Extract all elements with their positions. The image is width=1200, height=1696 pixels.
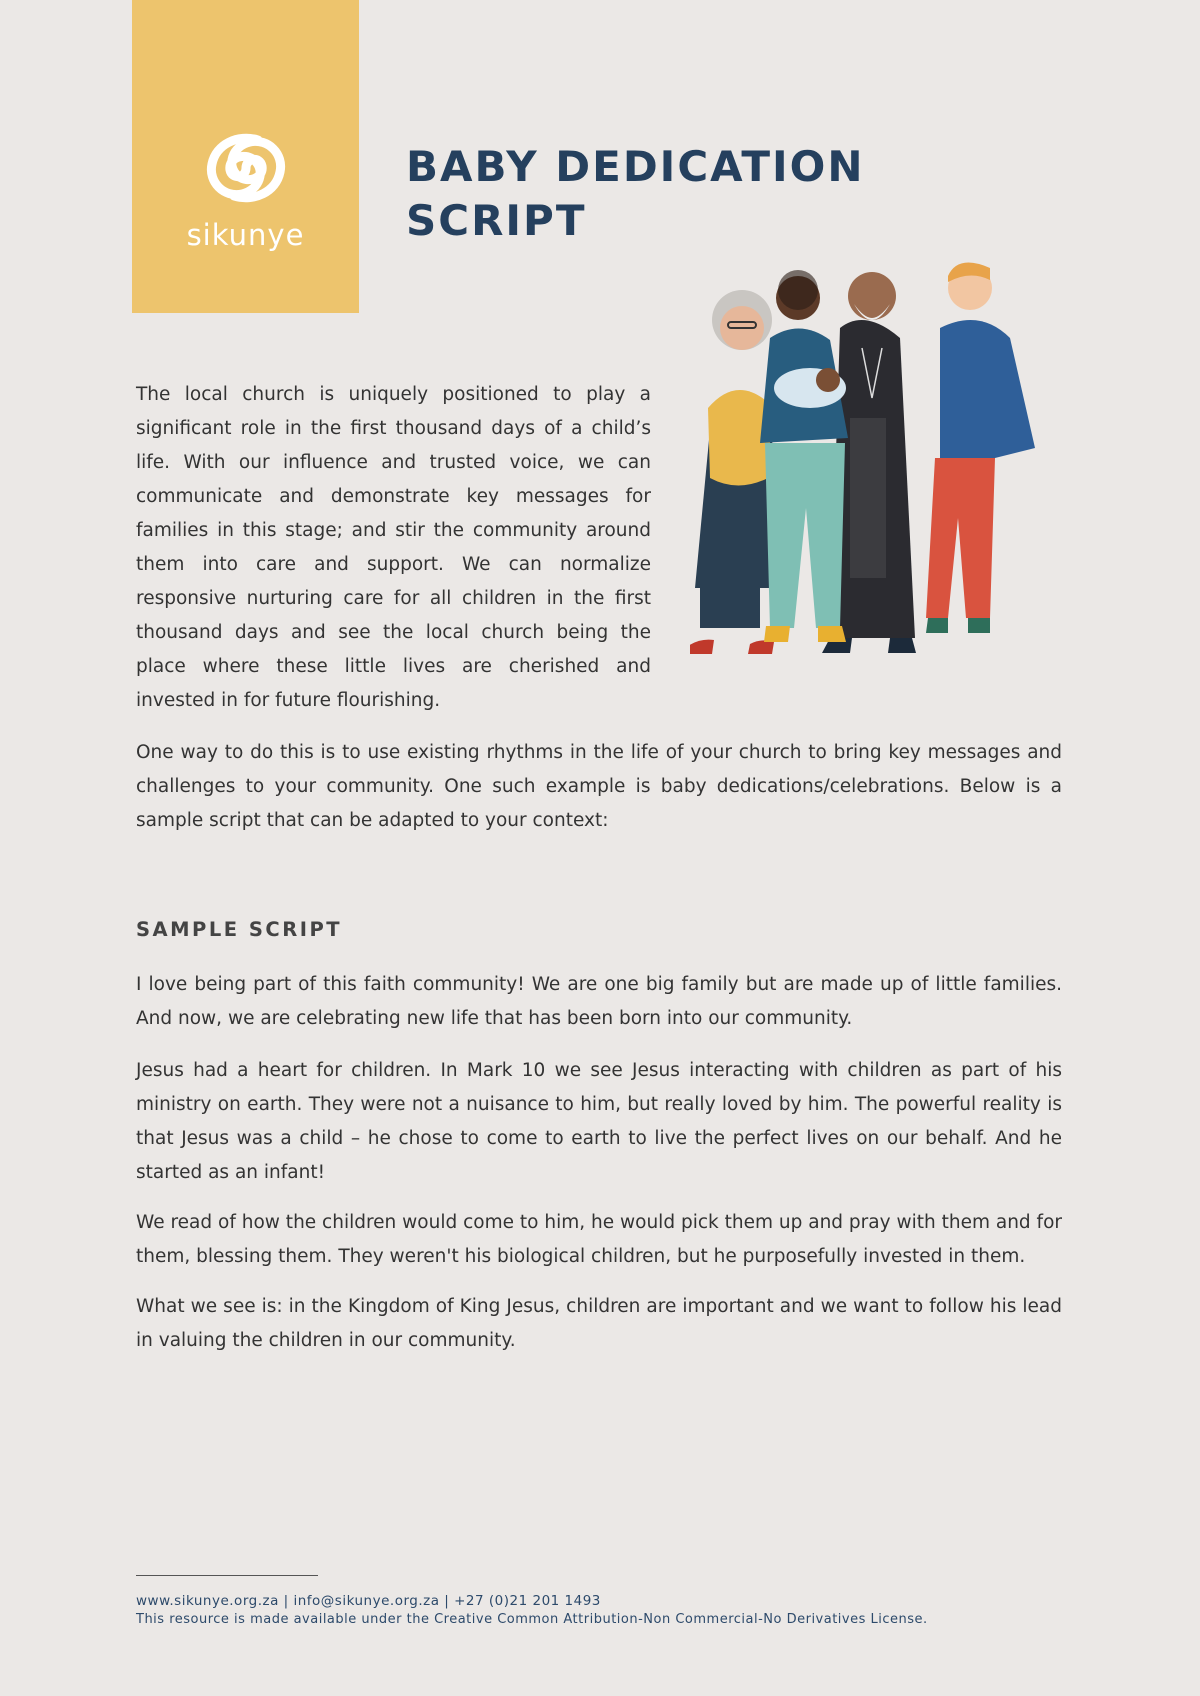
man-figure [926,263,1035,633]
brand-logo-panel [132,0,359,313]
footer-contact-info: www.sikunye.org.za | info@sikunye.org.za | +27 (0)21 201 1493 [136,1593,601,1609]
intro-paragraph: The local church is uniquely positioned to play a significant role in the first thousand days of a child’s life. With our influence and trusted voice, we can communicate and demonstrate key messages for families in this stage; and stir the community around them into care and support. We can normalize responsive nurturing care for all children in the first thousand days and see the local church being the place where these little lives are cherished and invested in for future flourishing. [136,384,651,711]
context-paragraph: One way to do this is to use existing rhythms in the life of your church to bring key messages and challenges to your community. One such example is baby dedications/celebrations. Below is a sample script that can be adapted to your context: [136,742,1062,831]
sikunye-swirl-logo-icon [202,118,290,218]
script-paragraph: I love being part of this faith community! We are one big family but are made up of little families. And now, we are celebrating new life that has been born into our community. [136,974,1062,1029]
script-paragraph: We read of how the children would come to him, he would pick them up and pray with them and for them, blessing them. They weren't his biological children, but he purposefully invested in them. [136,1212,1062,1267]
footer-license-note: This resource is made available under the Creative Common Attribution-Non Commercial-No Derivatives License. [136,1612,928,1627]
footer-divider [136,1575,318,1576]
brand-wordmark: sikunye [186,218,305,252]
page-title-line-1: BABY DEDICATION [406,142,865,191]
page-title-line-2: SCRIPT [406,196,587,245]
script-paragraph: Jesus had a heart for children. In Mark 10 we see Jesus interacting with children as part of his ministry on earth. They were not a nuisance to him, but really loved by him. The powerful reality is that Jesus was a child – he chose to come to earth to live the perfect lives on our behalf. And he started as an infant! [136,1060,1062,1183]
family-with-pastor-illustration [690,258,1050,698]
page-title [406,140,865,248]
mother-with-baby-figure [760,270,848,642]
section-title-sample-script: SAMPLE SCRIPT [136,918,343,941]
script-paragraph: What we see is: in the Kingdom of King Jesus, children are important and we want to follow his lead in valuing the children in our community. [136,1296,1062,1351]
